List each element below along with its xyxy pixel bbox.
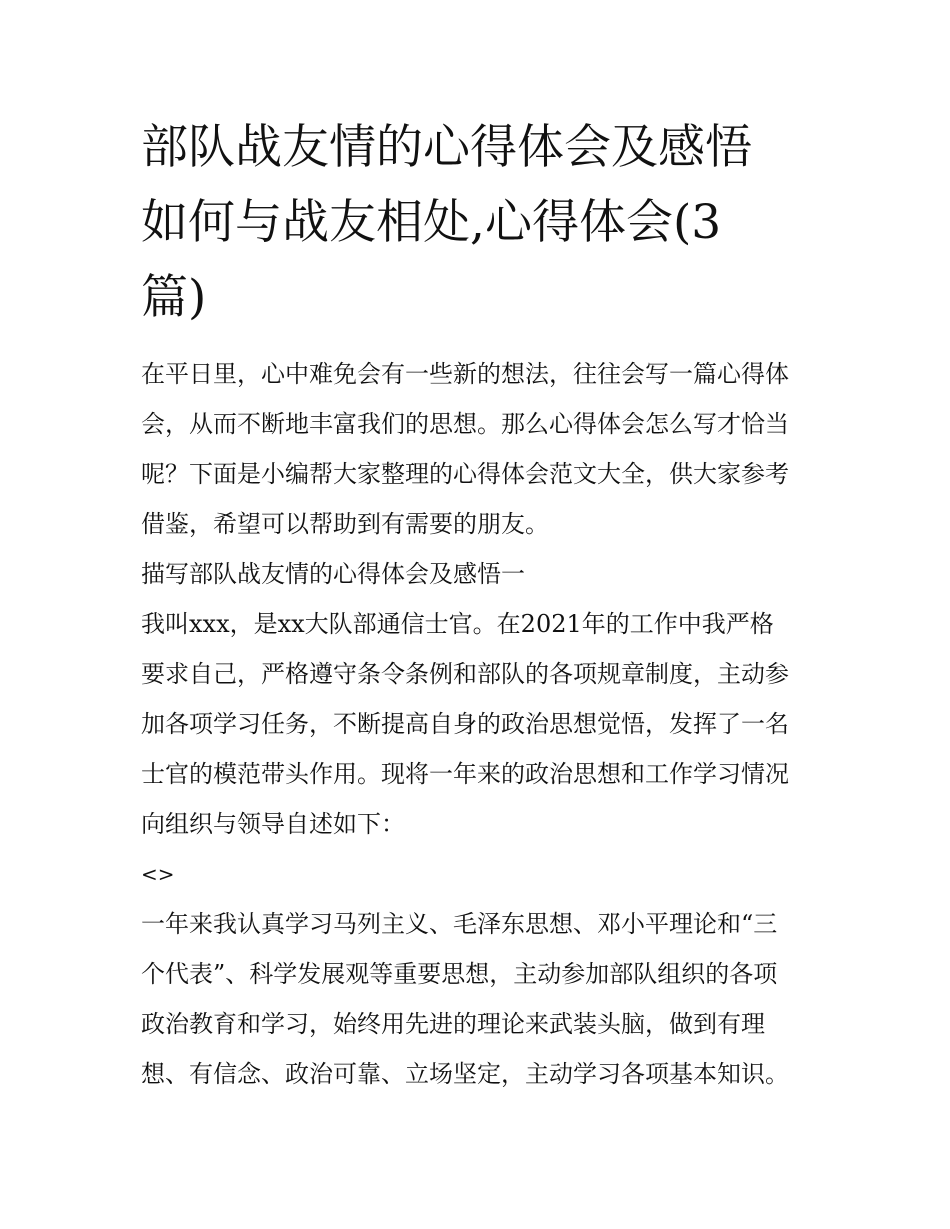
title-line: 部队战友情的心得体会及感悟: [141, 120, 752, 175]
text-line: 政治教育和学习，始终用先进的理论来武装头脑，做到有理: [141, 1010, 765, 1038]
intro-paragraph: [141, 349, 815, 549]
body-paragraph-2: [141, 899, 815, 1099]
text-line: 想、有信念、政治可靠、立场坚定，主动学习各项基本知识。: [141, 1060, 789, 1088]
body-paragraph-1: [141, 599, 815, 849]
text-line: 士官的模范带头作用。现将一年来的政治思想和工作学习情况: [141, 760, 789, 788]
text-line: 我叫xxx，是xx大队部通信士官。在2021年的工作中我严格: [141, 610, 774, 638]
section-heading: 描写部队战友情的心得体会及感悟一: [141, 560, 525, 588]
document-body: [141, 349, 815, 1099]
document-title: [141, 110, 815, 335]
title-line: 篇): [141, 270, 207, 325]
section-marker: <>: [141, 862, 175, 886]
text-line: 个代表”、科学发展观等重要思想，主动参加部队组织的各项: [141, 960, 778, 988]
text-line: 呢？下面是小编帮大家整理的心得体会范文大全，供大家参考: [141, 460, 789, 488]
text-line: 会，从而不断地丰富我们的思想。那么心得体会怎么写才恰当: [141, 410, 789, 438]
text-line: 加各项学习任务，不断提高自身的政治思想觉悟，发挥了一名: [141, 710, 789, 738]
title-line: 如何与战友相处,心得体会(3: [141, 195, 722, 250]
text-line: 借鉴，希望可以帮助到有需要的朋友。: [141, 510, 549, 538]
text-line: 一年来我认真学习马列主义、毛泽东思想、邓小平理论和“三: [141, 910, 778, 938]
text-line: 在平日里，心中难免会有一些新的想法，往往会写一篇心得体: [141, 360, 789, 388]
text-line: 要求自己，严格遵守条令条例和部队的各项规章制度，主动参: [141, 660, 789, 688]
text-line: 向组织与领导自述如下：: [141, 810, 405, 838]
